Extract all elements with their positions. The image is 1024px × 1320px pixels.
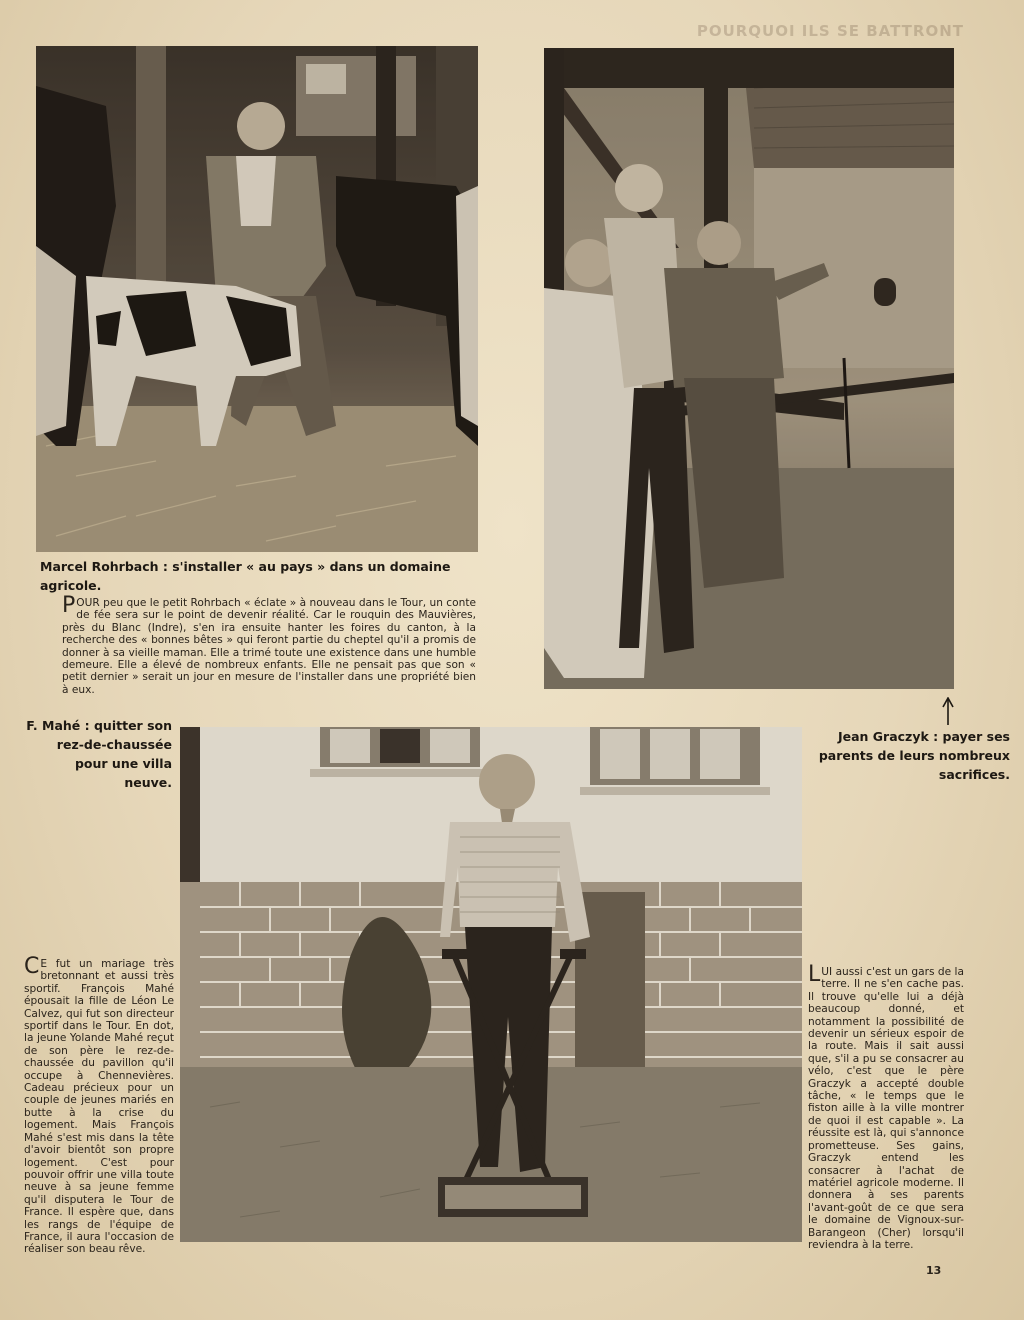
- caption-mahe: F. Mahé : quitter son rez-de-chaussée pour une villa neuve.: [26, 718, 172, 790]
- arrow-up-icon: [942, 697, 954, 725]
- caption-rohrbach: Marcel Rohrbach : s'installer « au pays » dans un domaine agricole.: [40, 559, 451, 593]
- article-body: E fut un mariage très bretonnant et aussi très sportif. François Mahé épousait la fille de Léon Le Calvez, qui fut son directeur sportif dans le Tour. En dot, la jeune Yolande Mahé reçut de son père le rez-de-chaussée du pavillon qu'il occupe à Chennevières. Cadeau précieux pour un couple de jeunes mariés en butte à la crise du logement. Mais François Mahé s'est mis dans la tête d'avoir bientôt son propre logement. C'est pour pouvoir offrir une villa toute neuve à sa jeune femme qu'il disputera le Tour de France. Il espère que, dans les rangs de l'équipe de France, il aura l'occasion de réaliser son beau rêve.: [24, 958, 174, 1256]
- article-graczyk: [808, 962, 964, 1251]
- article-body: UI aussi c'est un gars de la terre. Il ne s'en cache pas. Il trouve qu'elle lui a déjà beaucoup donné, et notamment la possibilité de devenir un sérieux espoir de la route. Mais il sait aussi que, s'il a pu se consacrer au vélo, c'est que le père Graczyk a accepté double tâche, « le temps que le fiston aille à la ville montrer de quoi il est capable ». La réussite est là, qui s'annonce prometteuse. Ses gains, Graczyk entend les consacrer à l'achat de matériel agricole moderne. Il donnera à ses parents l'avant-goût de ce que sera le domaine de Vignoux-sur-Barangeon (Cher) lorsqu'il reviendra à la terre.: [808, 966, 964, 1251]
- page-header-ghost: POURQUOI ILS SE BATTRONT: [696, 22, 964, 40]
- drop-cap: L: [808, 962, 821, 987]
- caption-graczyk: Jean Graczyk : payer ses parents de leurs nombreux sacrifices.: [818, 729, 1010, 782]
- article-rohrbach: [62, 593, 476, 696]
- page-number: 13: [926, 1264, 942, 1277]
- photo-mahe-lawnmower: [180, 727, 802, 1242]
- drop-cap: P: [62, 593, 76, 618]
- drop-cap: C: [24, 954, 40, 979]
- photo-graczyk-farmyard: [544, 48, 954, 689]
- article-body: OUR peu que le petit Rohrbach « éclate » à nouveau dans le Tour, un conte de fée sera sur le point de devenir réalité. Car le rouquin des Mauvières, près du Blanc (Indre), s'en ira ensuite hanter les foires du canton, à la recherche des « bonnes bêtes » qui feront partie du cheptel qu'il a promis de donner à sa vieille maman. Elle a trimé toute une existence dans une humble demeure. Elle a élevé de nombreux enfants. Elle ne pensait pas que son « petit dernier » serait un jour en mesure de l'installer dans une propriété bien à eux.: [62, 597, 476, 696]
- photo-rohrbach-barn: [36, 46, 478, 552]
- article-mahe: [24, 954, 174, 1256]
